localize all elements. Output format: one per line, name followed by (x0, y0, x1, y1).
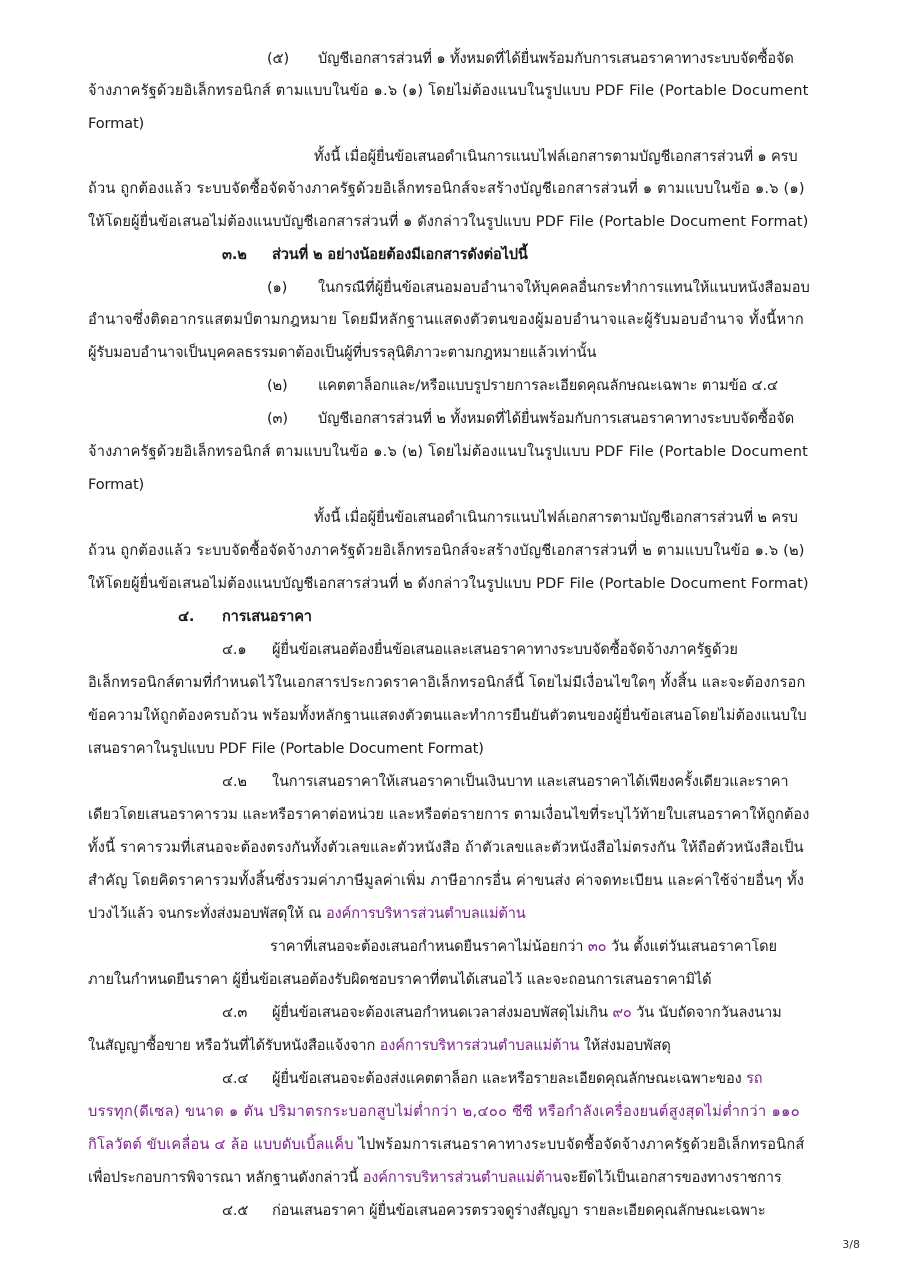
line-29-marker (222, 1003, 247, 1023)
line-21-segment-0: เสนอราคาในรูปแบบ PDF File (Portable Document Format) (88, 740, 484, 757)
line-10-segment-0: (๒) (267, 377, 288, 394)
line-31 (272, 1069, 762, 1089)
page-number: 3/8 (842, 1238, 860, 1251)
line-6-segment-0: ๓.๒ (222, 246, 247, 263)
line-23 (88, 805, 809, 825)
line-29-segment-3: วัน นับถัดจากวันลงนาม (631, 1004, 782, 1021)
line-4-segment-0: ถ้วน ถูกต้องแล้ว ระบบจัดซื้อจัดจ้างภาครัฐด้วยอิเล็กทรอนิกส์จะสร้างบัญชีเอกสารส่วนที่ ๑ ตามแบบในข้อ ๑.๖ (๑) (88, 180, 805, 197)
line-18-marker (222, 640, 247, 660)
line-20 (88, 706, 807, 726)
line-26 (88, 904, 526, 924)
line-12-segment-0: จ้างภาครัฐด้วยอิเล็กทรอนิกส์ ตามแบบในข้อ ๑.๖ (๒) โดยไม่ต้องแนบในรูปแบบ PDF File (Portable Document (88, 443, 809, 460)
line-4 (88, 179, 805, 199)
line-31-segment-1: ผู้ยื่นข้อเสนอจะต้องส่งแคตตาล็อก และหรือรายละเอียดคุณลักษณะเฉพาะของ (272, 1070, 747, 1087)
line-27-segment-2: วัน ตั้งแต่วันเสนอราคาโดย (606, 938, 777, 955)
line-22-segment-0: ๔.๒ (222, 773, 247, 790)
line-22-marker (222, 772, 247, 792)
line-32-segment-0: บรรทุก(ดีเซล) ขนาด ๑ ตัน ปริมาตรกระบอกสูบไม่ต่ำกว่า ๒,๔๐๐ ซีซี หรือกำลังเครื่องยนต์สูงสุดไม่ต่ำกว่า ๑๑๐ (88, 1103, 801, 1120)
line-15 (88, 541, 805, 561)
line-26-segment-1: องค์การบริหารส่วนตำบลแม่ต้าน (326, 905, 526, 922)
line-3 (314, 147, 797, 167)
line-11-segment-0: (๓) (267, 410, 288, 427)
line-1-segment-0: จ้างภาครัฐด้วยอิเล็กทรอนิกส์ ตามแบบในข้อ ๑.๖ (๑) โดยไม่ต้องแนบในรูปแบบ PDF File (Portable Document (88, 82, 809, 99)
line-22 (272, 772, 788, 792)
line-33-segment-1: ไปพร้อมการเสนอราคาทางระบบจัดซื้อจัดจ้างภาครัฐด้วยอิเล็กทรอนิกส์ (353, 1136, 805, 1153)
line-11-marker (267, 409, 288, 429)
line-35-marker (222, 1201, 248, 1221)
line-8 (88, 310, 804, 330)
line-30 (88, 1036, 671, 1056)
line-21 (88, 739, 484, 759)
line-11-segment-1: บัญชีเอกสารส่วนที่ ๒ ทั้งหมดที่ได้ยื่นพร้อมกับการเสนอราคาทางระบบจัดซื้อจัด (318, 410, 795, 427)
line-28 (88, 970, 711, 990)
line-25 (88, 871, 804, 891)
line-23-segment-0: เดียวโดยเสนอราคารวม และหรือราคาต่อหน่วย และหรือต่อรายการ ตามเงื่อนไขที่ระบุไว้ท้ายใบเสนอราคาให้ถูกต้อง (88, 806, 810, 823)
line-10-marker (267, 376, 288, 396)
line-16 (88, 574, 809, 594)
line-13-segment-0: Format) (88, 476, 145, 493)
line-7 (318, 278, 810, 298)
line-30-segment-1: องค์การบริหารส่วนตำบลแม่ต้าน (379, 1037, 580, 1054)
line-26-segment-0: ปวงไว้แล้ว จนกระทั่งส่งมอบพัสดุให้ ณ (88, 905, 326, 922)
line-20-segment-0: ข้อความให้ถูกต้องครบถ้วน พร้อมทั้งหลักฐานแสดงตัวตนและทำการยืนยันตัวตนของผู้ยื่นข้อเสนอโดยไม่ต้องแนบใบ (88, 707, 807, 724)
line-17-segment-0: ๔. (178, 608, 195, 625)
line-28-segment-0: ภายในกำหนดยืนราคา ผู้ยื่นข้อเสนอต้องรับผิดชอบราคาที่ตนได้เสนอไว้ และจะถอนการเสนอราคามิได้ (88, 971, 712, 988)
line-7-segment-1: ในกรณีที่ผู้ยื่นข้อเสนอมอบอำนาจให้บุคคลอื่นกระทำการแทนให้แนบหนังสือมอบ (318, 279, 810, 296)
line-6-marker (222, 245, 247, 265)
line-1 (88, 81, 809, 101)
line-18-segment-1: ผู้ยื่นข้อเสนอต้องยื่นข้อเสนอและเสนอราคาทางระบบจัดซื้อจัดจ้างภาครัฐด้วย (272, 641, 738, 658)
line-7-segment-0: (๑) (267, 279, 288, 296)
line-0 (318, 49, 794, 69)
line-24 (88, 838, 804, 858)
line-10-segment-1: แคตตาล็อกและ/หรือแบบรูปรายการละเอียดคุณลักษณะเฉพาะ ตามข้อ ๔.๔ (318, 377, 778, 394)
line-35 (272, 1201, 766, 1221)
line-2-segment-0: Format) (88, 115, 145, 132)
line-14-segment-0: ทั้งนี้ เมื่อผู้ยื่นข้อเสนอดำเนินการแนบไฟล์เอกสารตามบัญชีเอกสารส่วนที่ ๒ ครบ (314, 509, 798, 526)
line-9 (88, 343, 596, 363)
line-6 (272, 245, 528, 265)
line-13 (88, 475, 144, 495)
line-18-segment-0: ๔.๑ (222, 641, 247, 658)
line-24-segment-0: ทั้งนี้ ราคารวมที่เสนอจะต้องตรงกันทั้งตัวเลขและตัวหนังสือ ถ้าตัวเลขและตัวหนังสือไม่ตรงกัน ให้ถือตัวหนังสือเป็น (88, 839, 804, 856)
line-29-segment-1: ผู้ยื่นข้อเสนอจะต้องเสนอกำหนดเวลาส่งมอบพัสดุไม่เกิน (272, 1004, 613, 1021)
line-18 (272, 640, 738, 660)
line-27 (270, 937, 777, 957)
line-8-segment-0: อำนาจซึ่งติดอากรแสตมป์ตามกฎหมาย โดยมีหลักฐานแสดงตัวตนของผู้มอบอำนาจและผู้รับมอบอำนาจ ทั้งนี้หาก (88, 311, 805, 328)
line-33-segment-0: กิโลวัตต์ ขับเคลื่อน ๔ ล้อ แบบดับเบิ้ลแค็บ (88, 1136, 354, 1153)
line-7-marker (267, 278, 287, 298)
line-35-segment-0: ๔.๕ (222, 1202, 249, 1219)
line-2 (88, 114, 144, 134)
line-31-segment-0: ๔.๔ (222, 1070, 249, 1087)
line-3-segment-0: ทั้งนี้ เมื่อผู้ยื่นข้อเสนอดำเนินการแนบไฟล์เอกสารตามบัญชีเอกสารส่วนที่ ๑ ครบ (314, 148, 798, 165)
line-27-segment-1: ๓๐ (587, 938, 607, 955)
line-9-segment-0: ผู้รับมอบอำนาจเป็นบุคคลธรรมดาต้องเป็นผู้ที่บรรลุนิติภาวะตามกฎหมายแล้วเท่านั้น (88, 344, 597, 361)
line-19-segment-0: อิเล็กทรอนิกส์ตามที่กำหนดไว้ในเอกสารประกวดราคาอิเล็กทรอนิกส์นี้ โดยไม่มีเงื่อนไขใดๆ ทั้งสิ้น และจะต้องกรอก (88, 674, 806, 691)
line-31-marker (222, 1069, 248, 1089)
line-30-segment-2: ให้ส่งมอบพัสดุ (579, 1037, 671, 1054)
line-34-segment-1: องค์การบริหารส่วนตำบลแม่ต้าน (362, 1169, 563, 1186)
line-29-segment-2: ๙๐ (612, 1004, 632, 1021)
line-35-segment-1: ก่อนเสนอราคา ผู้ยื่นข้อเสนอควรตรวจดูร่างสัญญา รายละเอียดคุณลักษณะเฉพาะ (272, 1202, 766, 1219)
line-0-segment-0: (๕) (267, 50, 289, 67)
line-32 (88, 1102, 800, 1122)
line-15-segment-0: ถ้วน ถูกต้องแล้ว ระบบจัดซื้อจัดจ้างภาครัฐด้วยอิเล็กทรอนิกส์จะสร้างบัญชีเอกสารส่วนที่ ๒ ตามแบบในข้อ ๑.๖ (๒) (88, 542, 805, 559)
line-17-marker (178, 607, 194, 627)
line-16-segment-0: ให้โดยผู้ยื่นข้อเสนอไม่ต้องแนบบัญชีเอกสารส่วนที่ ๒ ดังกล่าวในรูปแบบ PDF File (Portable Document Format) (88, 575, 809, 592)
line-34-segment-2: จะยึดไว้เป็นเอกสารของทางราชการ (562, 1169, 782, 1186)
line-31-segment-2: รถ (746, 1070, 763, 1087)
line-19 (88, 673, 805, 693)
line-17 (222, 607, 312, 627)
line-33 (88, 1135, 805, 1155)
line-0-marker (267, 49, 289, 69)
line-22-segment-1: ในการเสนอราคาให้เสนอราคาเป็นเงินบาท และเสนอราคาได้เพียงครั้งเดียวและราคา (272, 773, 789, 790)
line-14 (314, 508, 798, 528)
line-6-segment-1: ส่วนที่ ๒ อย่างน้อยต้องมีเอกสารดังต่อไปนี้ (272, 246, 528, 263)
line-11 (318, 409, 794, 429)
line-29 (272, 1003, 782, 1023)
line-5-segment-0: ให้โดยผู้ยื่นข้อเสนอไม่ต้องแนบบัญชีเอกสารส่วนที่ ๑ ดังกล่าวในรูปแบบ PDF File (Portable Document Format) (88, 213, 809, 230)
line-12 (88, 442, 808, 462)
line-34-segment-0: เพื่อประกอบการพิจารณา หลักฐานดังกล่าวนี้ (88, 1169, 363, 1186)
line-27-segment-0: ราคาที่เสนอจะต้องเสนอกำหนดยืนราคาไม่น้อยกว่า (270, 938, 588, 955)
line-25-segment-0: สำคัญ โดยคิดราคารวมทั้งสิ้นซึ่งรวมค่าภาษีมูลค่าเพิ่ม ภาษีอากรอื่น ค่าขนส่ง ค่าจดทะเบียน และค่าใช้จ่ายอื่นๆ ทั้ง (88, 872, 804, 889)
line-0-segment-1: บัญชีเอกสารส่วนที่ ๑ ทั้งหมดที่ได้ยื่นพร้อมกับการเสนอราคาทางระบบจัดซื้อจัด (318, 50, 794, 67)
line-17-segment-1: การเสนอราคา (222, 608, 312, 625)
line-5 (88, 212, 808, 232)
line-30-segment-0: ในสัญญาซื้อขาย หรือวันที่ได้รับหนังสือแจ้งจาก (88, 1037, 380, 1054)
line-10 (318, 376, 778, 396)
line-29-segment-0: ๔.๓ (222, 1004, 248, 1021)
line-34 (88, 1168, 782, 1188)
